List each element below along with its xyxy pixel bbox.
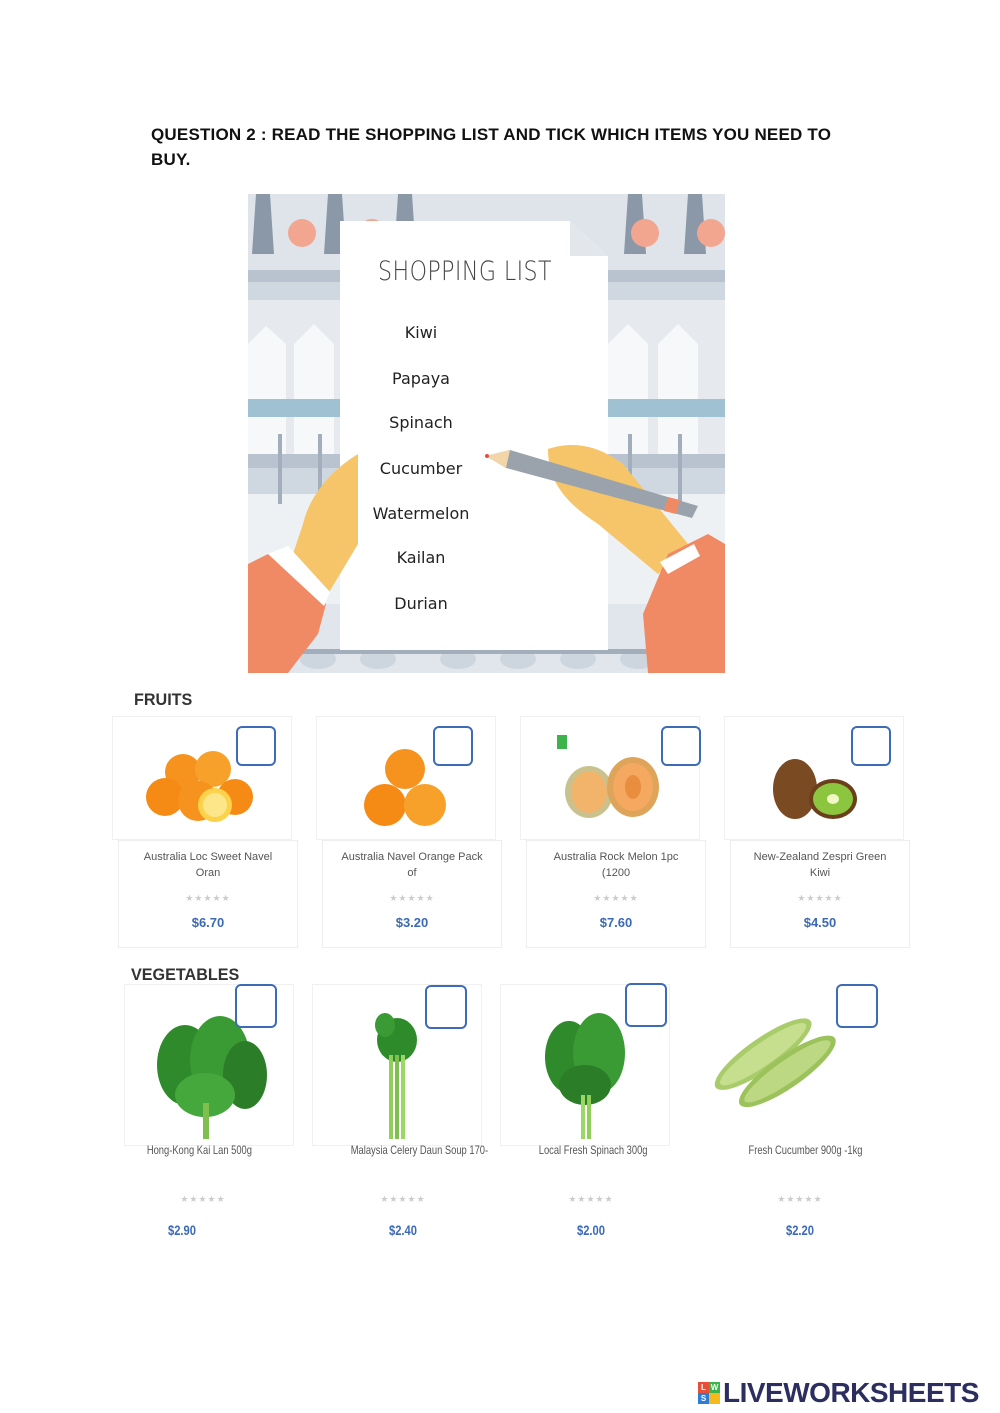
tick-box-rock-melon[interactable] bbox=[661, 726, 701, 766]
logo-mark-tile: S bbox=[698, 1393, 709, 1404]
rating-stars: ★★★★★ bbox=[568, 1194, 614, 1204]
product-price: $3.20 bbox=[395, 915, 429, 930]
shopping-list-item: Cucumber bbox=[379, 459, 463, 478]
logo-mark-tile: W bbox=[710, 1383, 719, 1392]
product-info bbox=[130, 1134, 300, 1264]
rating-stars: ★★★★★ bbox=[777, 1194, 823, 1204]
product-price: $2.00 bbox=[576, 1222, 606, 1238]
rating-stars: ★★★★★ bbox=[593, 893, 639, 903]
product-name: Australia Navel Orange Pack of bbox=[341, 851, 483, 879]
tick-box-cucumber[interactable] bbox=[836, 984, 878, 1028]
product-name: Local Fresh Spinach 300g bbox=[538, 1143, 648, 1157]
product-name: Australia Rock Melon 1pc (1200 bbox=[553, 851, 679, 879]
product-name: Australia Loc Sweet Navel Oran bbox=[143, 851, 273, 879]
tick-box-celery[interactable] bbox=[425, 985, 467, 1029]
rating-stars: ★★★★★ bbox=[185, 893, 231, 903]
fruits-heading: FRUITS bbox=[134, 690, 193, 709]
product-info bbox=[118, 840, 298, 948]
product-name: Hong-Kong Kai Lan 500g bbox=[146, 1143, 252, 1157]
product-price: $4.50 bbox=[803, 915, 837, 930]
product-name: New-Zealand Zespri Green Kiwi bbox=[753, 851, 887, 879]
tick-box-spinach[interactable] bbox=[625, 983, 667, 1027]
shopping-list-item: Spinach bbox=[389, 413, 453, 432]
product-price: $2.20 bbox=[785, 1222, 815, 1238]
logo-mark-tile bbox=[709, 1393, 720, 1404]
logo-text: LIVEWORKSHEETS bbox=[723, 1377, 979, 1408]
shopping-list-title: SHOPPING LIST bbox=[378, 256, 552, 287]
product-info bbox=[506, 1134, 676, 1264]
product-card-vegetable bbox=[500, 984, 670, 1274]
vegetables-heading: VEGETABLES bbox=[131, 965, 240, 984]
shopping-list-item: Watermelon bbox=[372, 504, 470, 523]
product-info bbox=[322, 840, 502, 948]
question-text: QUESTION 2 : READ THE SHOPPING LIST AND TICK WHICH ITEMS YOU NEED TO BUY. bbox=[151, 125, 832, 169]
rating-stars: ★★★★★ bbox=[797, 893, 843, 903]
product-price: $6.70 bbox=[191, 915, 225, 930]
product-info bbox=[318, 1134, 488, 1264]
rating-stars: ★★★★★ bbox=[389, 893, 435, 903]
product-name: Fresh Cucumber 900g -1kg bbox=[748, 1143, 863, 1157]
liveworksheets-logo bbox=[698, 1376, 979, 1410]
product-info bbox=[526, 840, 706, 948]
tick-box-navel-orange[interactable] bbox=[236, 726, 276, 766]
tick-box-kiwi[interactable] bbox=[851, 726, 891, 766]
product-price: $2.90 bbox=[167, 1222, 197, 1238]
product-price: $7.60 bbox=[599, 915, 633, 930]
tick-box-orange-pack[interactable] bbox=[433, 726, 473, 766]
product-info bbox=[730, 840, 910, 948]
shopping-list-item: Papaya bbox=[392, 369, 450, 388]
shopping-list-item: Kailan bbox=[396, 548, 446, 567]
logo-mark-icon bbox=[698, 1382, 720, 1404]
logo-mark-tile: L bbox=[698, 1382, 709, 1393]
rating-stars: ★★★★★ bbox=[180, 1194, 226, 1204]
product-info bbox=[694, 1134, 884, 1264]
product-name: Malaysia Celery Daun Soup 170- bbox=[350, 1143, 489, 1157]
rating-stars: ★★★★★ bbox=[380, 1194, 426, 1204]
shopping-list-item: Kiwi bbox=[404, 323, 438, 342]
shopping-list-item: Durian bbox=[394, 594, 448, 613]
product-price: $2.40 bbox=[388, 1222, 418, 1238]
tick-box-kailan[interactable] bbox=[235, 984, 277, 1028]
